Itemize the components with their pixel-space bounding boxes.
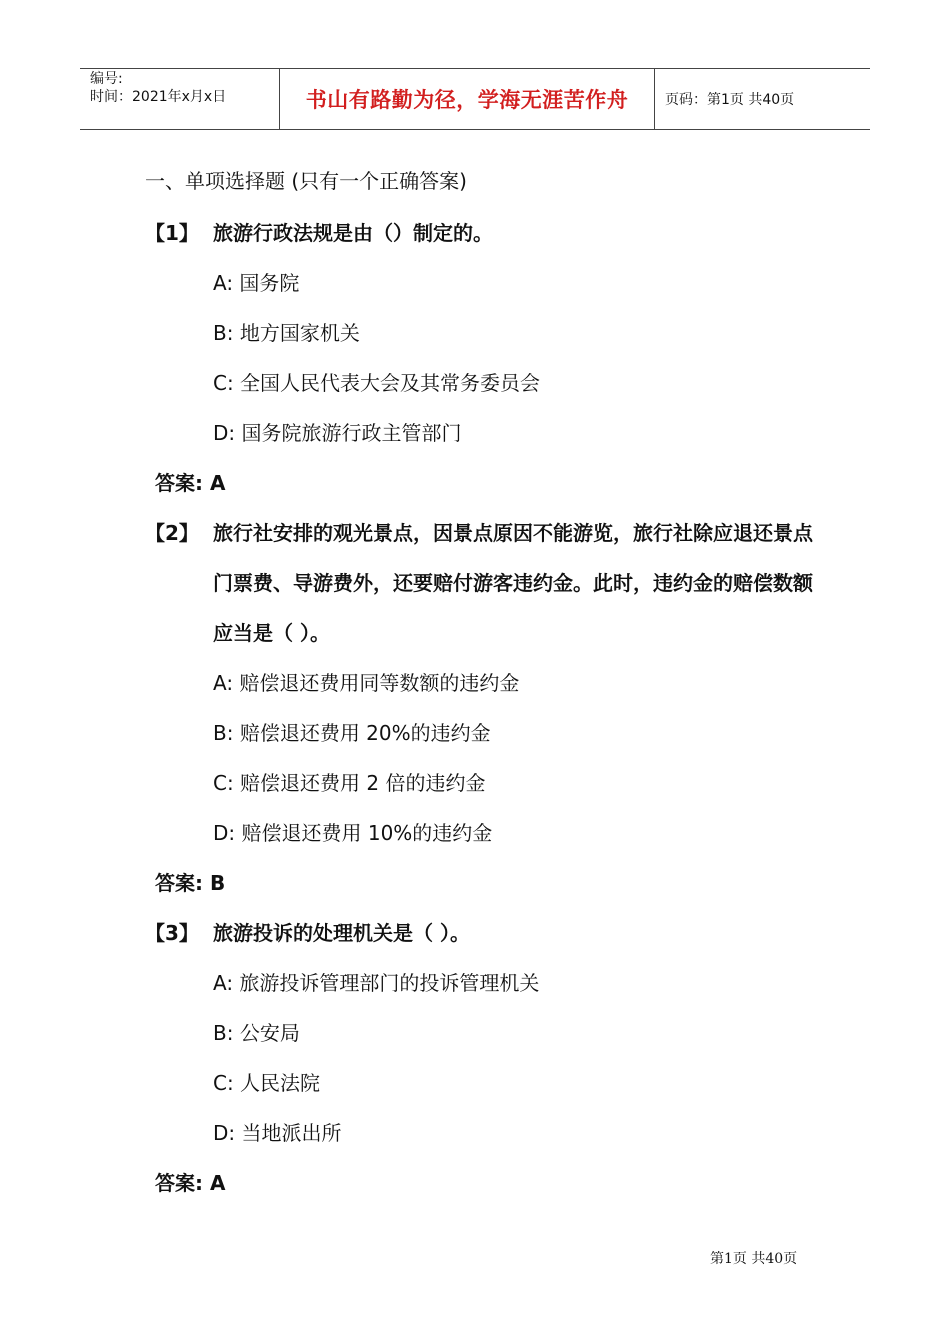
question-number: 【2】 (145, 521, 199, 545)
question-stem (145, 508, 825, 658)
question-number: 【1】 (145, 221, 199, 245)
option-d: D: 赔偿退还费用 10%的违约金 (213, 821, 493, 845)
header-meta (80, 69, 280, 129)
option-a: A: 赔偿退还费用同等数额的违约金 (213, 671, 520, 695)
page-footer: 第1页 共40页 (710, 1251, 798, 1267)
question-stem (145, 208, 825, 258)
section-title: 一、单项选择题 (只有一个正确答案) (145, 169, 467, 193)
question-number: 【3】 (145, 921, 199, 945)
question-text: 旅游行政法规是由（）制定的。 (213, 221, 493, 245)
document-body (145, 160, 825, 1208)
option-d: D: 当地派出所 (213, 1121, 342, 1145)
header-motto: 书山有路勤为径，学海无涯苦作舟 (280, 69, 655, 129)
question-stem (145, 908, 825, 958)
option-c: C: 赔偿退还费用 2 倍的违约金 (213, 771, 486, 795)
answer: 答案: A (155, 471, 226, 495)
number-label: 编号: (90, 71, 123, 87)
question-1 (145, 208, 825, 508)
question-3 (145, 908, 825, 1208)
header-page-info: 页码：第1页 共40页 (665, 92, 795, 108)
option-a: A: 国务院 (213, 271, 300, 295)
answer: 答案: A (155, 1171, 226, 1195)
option-c: C: 人民法院 (213, 1071, 321, 1095)
option-c: C: 全国人民代表大会及其常务委员会 (213, 371, 541, 395)
answer: 答案: B (155, 871, 226, 895)
option-b: B: 赔偿退还费用 20%的违约金 (213, 721, 491, 745)
option-b: B: 地方国家机关 (213, 321, 360, 345)
question-text: 旅行社安排的观光景点，因景点原因不能游览，旅行社除应退还景点门票费、导游费外，还要赔付游客违约金。此时，违约金的赔偿数额应当是（ ）。 (213, 521, 813, 645)
option-d: D: 国务院旅游行政主管部门 (213, 421, 462, 445)
time-label: 时间：2021年x月x日 (90, 89, 227, 105)
page-header (80, 68, 870, 130)
question-2 (145, 508, 825, 908)
option-b: B: 公安局 (213, 1021, 300, 1045)
question-text: 旅游投诉的处理机关是（ ）。 (213, 921, 470, 945)
option-a: A: 旅游投诉管理部门的投诉管理机关 (213, 971, 540, 995)
